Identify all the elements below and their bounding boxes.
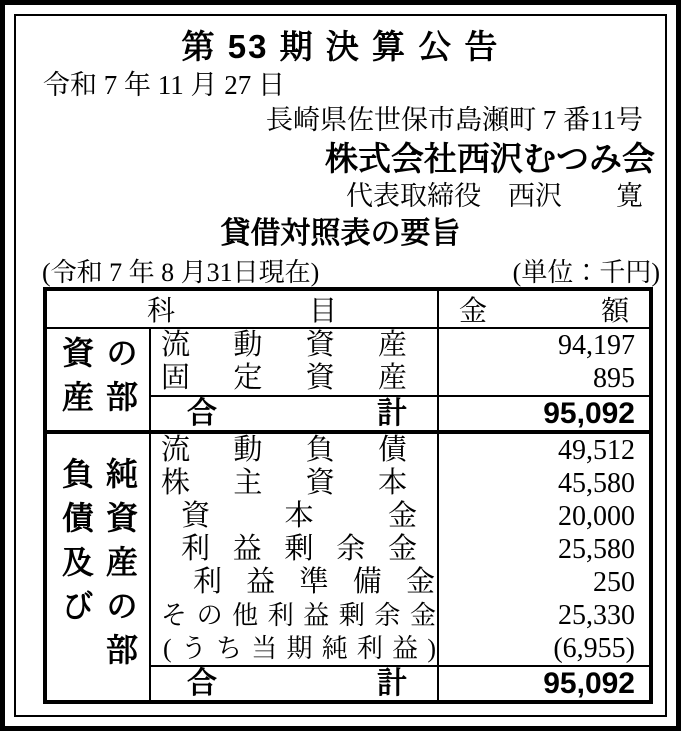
liabilities-section: [47, 430, 649, 700]
item-cell: [151, 329, 437, 362]
total-item-cell: [151, 395, 437, 430]
balance-sheet-table: [43, 287, 653, 704]
amount-cell: 49,512: [437, 434, 649, 467]
amount-cell: 250: [437, 566, 649, 599]
item-label: 利益準備金: [193, 566, 435, 598]
header-amount-cell: [437, 291, 649, 327]
balance-sheet-title: 貸借対照表の要旨: [220, 217, 461, 250]
item-label: 株主資本: [161, 467, 407, 499]
header-item-cell: [47, 291, 437, 327]
announcement-title: 第 53 期 決 算 公 告: [181, 28, 500, 65]
item-cell: [151, 467, 437, 500]
table-header-row: [47, 291, 649, 329]
liabilities-section-label-cell: [47, 434, 151, 700]
meta-row: [16, 254, 665, 287]
item-label: (うち当期純利益): [163, 633, 436, 663]
item-label: 資本金: [181, 500, 417, 532]
item-label: 流動負債: [161, 434, 407, 466]
filing-date: 令和 7 年 11 月 27 日: [43, 70, 285, 100]
amount-cell: 45,580: [437, 467, 649, 500]
item-cell: [151, 434, 437, 467]
item-label: 流動資産: [161, 329, 407, 361]
amount-cell: 25,580: [437, 533, 649, 566]
item-cell: [151, 500, 437, 533]
total-amount-cell: 95,092: [437, 665, 649, 700]
amount-cell: 20,000: [437, 500, 649, 533]
assets-section-label: 資産 の部: [58, 335, 138, 424]
unit-label: (単位：千円): [512, 258, 660, 287]
liabilities-section-label: 負債及び 純資産の部: [58, 457, 138, 677]
as-of-date: (令和 7 年 8 月31日現在): [42, 258, 320, 287]
amount-cell: 895: [437, 362, 649, 395]
item-cell: [151, 533, 437, 566]
amount-cell: (6,955): [437, 632, 649, 665]
company-address: 長崎県佐世保市島瀬町 7 番11号: [266, 105, 643, 135]
total-amount-cell: 95,092: [437, 395, 649, 430]
header-item-label: 科目: [147, 296, 337, 327]
item-label: その他利益剰余金: [161, 600, 436, 630]
item-cell: [151, 632, 437, 665]
item-cell: [151, 599, 437, 632]
item-cell: [151, 362, 437, 395]
assets-section-label-cell: [47, 329, 151, 430]
document-inner-frame: [14, 14, 667, 717]
amount-cell: 94,197: [437, 329, 649, 362]
company-name: 株式会社西沢むつみ会: [325, 140, 655, 177]
total-label: 合計: [187, 396, 407, 430]
amount-cell: 25,330: [437, 599, 649, 632]
total-item-cell: [151, 665, 437, 700]
item-cell: [151, 566, 437, 599]
item-label: 利益剰余金: [181, 533, 417, 565]
header-amount-label: 金額: [459, 296, 629, 327]
representative-name: 代表取締役 西沢 寛: [346, 181, 643, 211]
total-label: 合計: [187, 666, 407, 700]
assets-section: [47, 329, 649, 430]
item-label: 固定資産: [161, 362, 407, 394]
